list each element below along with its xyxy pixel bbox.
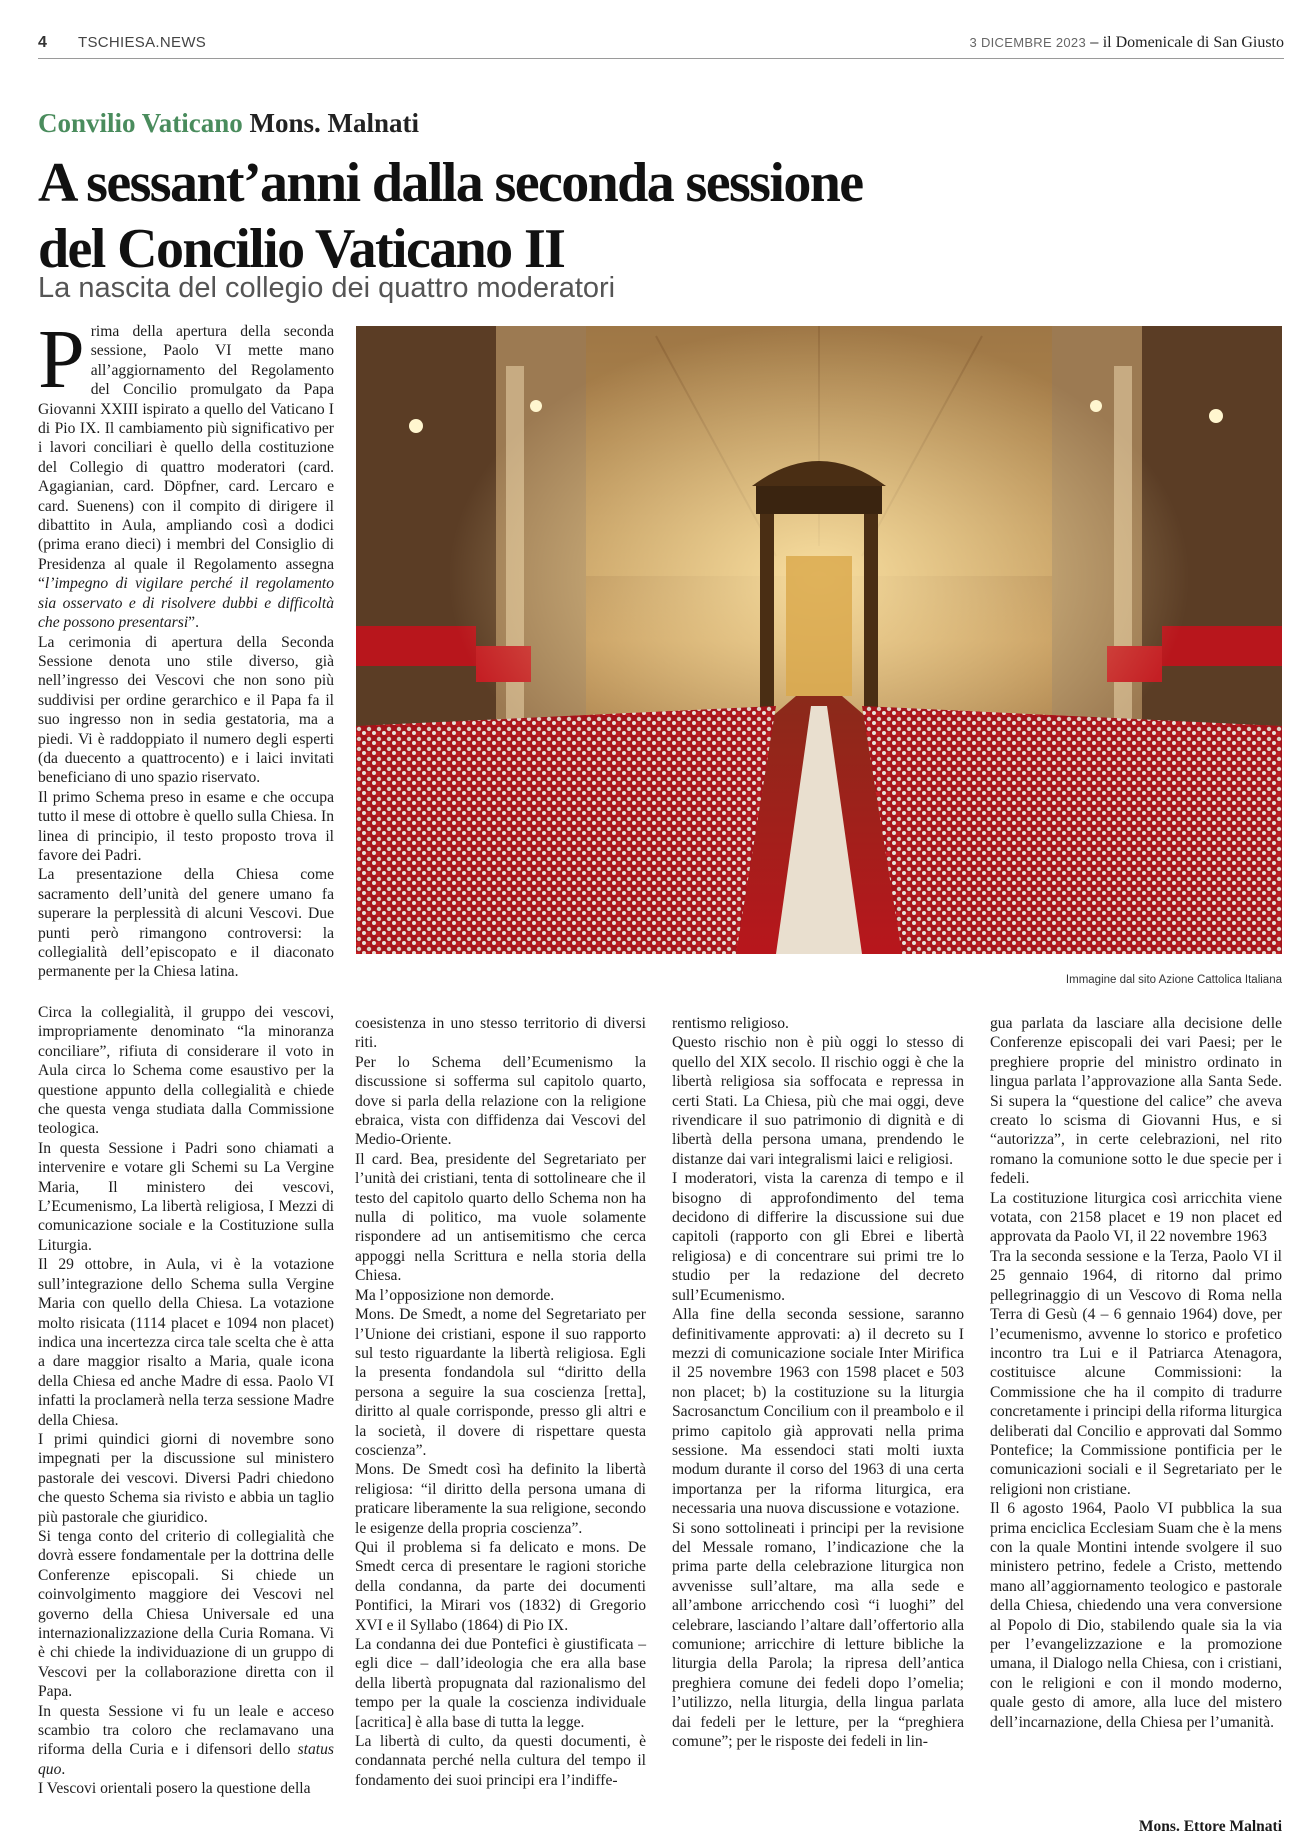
column-1-bottom — [38, 1003, 334, 1799]
drop-cap: P — [38, 313, 85, 406]
paragraph: Mons. De Smedt, a nome del Segretariato per l’Unione dei cristiani, espone il suo rapporto sul testo riguardante la libertà religiosa. Egli la presenta fondandola sul “diritto della persona a seguire la sua coscienza [retta], diritto al quale corrisponde, presso gli altri e la società, il dovere di rispettare questa coscienza”. — [355, 1306, 646, 1459]
kicker-author: Mons. Malnati — [249, 108, 420, 138]
paragraph: Qui il problema si fa delicato e mons. De Smedt cerca di presentare le ragioni storiche della condanna, da parte dei documenti Pontifici, la Mirari vos (1832) di Gregorio XVI e il Syllabo (1864) di Pio IX. — [355, 1538, 646, 1634]
paragraph: La cerimonia di apertura della Seconda Sessione denota uno stile diverso, già nell’ingresso dei Vescovi che non sono più suddivisi per ordine gerarchico e il Papa fa il suo ingresso non in sedia gestatoria, ma a piedi. Vi è raddoppiato il numero degli esperti (da duecento a quattrocento) e i laici invitati beneficiano di uno spazio riservato. — [38, 633, 334, 787]
article-kicker — [38, 108, 419, 139]
paragraph: Circa la collegialità, il gruppo dei vescovi, impropriamente denominato “la minoranza conciliare”, rifiuta di considerare il voto in Aula circa lo Schema come esaustivo per la questione appunto della collegialità e chiede che questa venga studiata dalla Commissione teologica. — [38, 1004, 334, 1138]
page-header — [38, 30, 1284, 59]
column-1-top — [38, 313, 334, 982]
headline — [38, 150, 1038, 282]
paragraph: I Vescovi orientali posero la questione della — [38, 1780, 311, 1798]
paragraph: I moderatori, vista la carenza di tempo e il bisogno di approfondimento del tema decidono di differire la discussione sui due capitoli (rapporto con gli Ebrei e libertà religiosa) e di concentrare sui primi tre lo studio per la redazione del decreto sull’Ecumenismo. — [672, 1170, 964, 1304]
paragraph: rentismo religioso. — [672, 1015, 789, 1032]
paragraph: Il primo Schema preso in esame e che occupa tutto il mese di ottobre è quello sulla Chiesa. In linea di principio, il testo proposto trova il favore dei Padri. — [38, 788, 334, 864]
paragraph: Per lo Schema dell’Ecumenismo la discussione si sofferma sul capitolo quarto, dove si parla della relazione con la religione ebraica, vista con diffidenza dai Vescovi del Medio-Oriente. — [355, 1053, 646, 1149]
paragraph: Si tenga conto del criterio di collegialità che dovrà essere fondamentale per la dottrina delle Conferenze episcopali. Si chiede un coinvolgimento maggiore dei Vescovi nel governo della Chiesa Universale ed una internazionalizzazione della Curia Romana. Vi è chi chiede la individuazione di un gruppo di Vescovi per la collaborazione diretta con il Papa. — [38, 1527, 334, 1701]
baldacchino — [752, 461, 886, 714]
paragraph: Il 29 ottobre, in Aula, vi è la votazione sull’integrazione dello Schema sulla Vergine Maria con quello della Chiesa. La votazione molto risicata (1114 placet e 1094 non placet) indica una incertezza circa tale scelta che è atta a dare maggior risalto a Maria, quale icona della Chiesa ed anche Madre di essa. Paolo VI infatti la proclamerà nella terza sessione Madre della Chiesa. — [38, 1256, 334, 1429]
author-signature: Mons. Ettore Malnati — [1138, 1818, 1282, 1835]
paragraph: Alla fine della seconda sessione, saranno definitivamente approvati: a) il decreto su I mezzi di comunicazione sociale Inter Mirifica il 25 novembre 1963 con 1598 placet e 503 non placet; b) la costituzione su la liturgia Sacrosanctum Concilium con il preambolo e il primo capitolo già approvati nella prima sessione. Ma essendoci stati molti iuxta modum durante il corso del 1963 di una certa importanza per la riforma liturgica, era necessaria una nuova discussione e votazione. — [672, 1306, 964, 1518]
paragraph: Si sono sottolineati i principi per la revisione del Messale romano, l’indicazione che la prima parte della celebrazione liturgica non avvenisse sull’altare, ma alla sede e all’ambone arricchendo così “i luoghi” del celebrare, lasciando l’altare dall’offertorio alla comunione; arricchire di letture bibliche la liturgia della Parola; la ripresa dell’antica preghiera comune dei fedeli dopo l’omelia; l’utilizzo, nella liturgia, della lingua parlata dai fedeli per le letture, per la “preghiera comune”; per le risposte dei fedeli in lin- — [672, 1519, 964, 1751]
paragraph: La libertà di culto, da questi documenti, è condannata perché nella cultura del tempo il fondamento dei suoi principi era l’indiffe- — [355, 1733, 646, 1789]
status-quo-term: status quo — [38, 1741, 334, 1778]
paragraph: Ma l’opposizione non demorde. — [355, 1286, 555, 1304]
paragraph: coesistenza in uno stesso territorio di diversi riti. — [355, 1015, 646, 1052]
section-label: Convilio Vaticano — [38, 108, 243, 138]
paragraph: La condanna dei due Pontefici è giustificata – egli dice – dall’ideologia che era alla base della libertà propugnata dal razionalismo del tempo per la quale la coscienza individuale [acritica] è alla base di tutta la legge. — [355, 1636, 646, 1731]
paragraph: Mons. De Smedt così ha definito la libertà religiosa: “il diritto della persona umana di praticare liberamente la sua religione, secondo le esigenze della propria coscienza”. — [355, 1461, 646, 1537]
quote: l’impegno di vigilare perché il regolamento sia osservato e di risolvere dubbi e difficoltà che possono presentarsi — [38, 575, 334, 632]
paragraph: Prima della apertura della seconda sessione, Paolo VI mette mano all’aggiornamento del Regolamento del Concilio promulgato da Papa Giovanni XXIII ispirato a quello del Vaticano I di Pio IX. Il cambiamento più significativo per i lavori conciliari è quello della costituzione del Collegio di quattro moderatori (card. Agagianian, card. Döpfner, card. Lercaro e card. Suenens) con il compito di dirigere il dibattito in Aula, ampliando così a dodici (prima erano dieci) i membri del Consiglio di Presidenza al quale il Regolamento assegna “l’impegno di vigilare perché il regolamento sia osservato e di risolvere dubbi e difficoltà che possono presentarsi”. — [38, 313, 334, 632]
paragraph: Tra la seconda sessione e la Terza, Paolo VI il 25 gennaio 1964, di ritorno dal primo pellegrinaggio di un Vescovo di Roma nella Terra di Gesù (4 – 6 gennaio 1964) dove, per l’ecumenismo, avvenne lo storico e profetico incontro tra Lui e il Patriarca Atenagora, costituisce alcune Commissioni: la Commissione che ha il compito di tradurre concretamente i principi della riforma liturgica deliberati dal Concilio e approvati dal Sommo Pontefice; la Commissione pontificia per le comunicazioni sociali e il Segretariato per le religioni non cristiane. — [990, 1247, 1282, 1498]
paragraph: La costituzione liturgica così arricchita viene votata, con 2158 placet e 19 non placet ed approvata da Paolo VI, il 22 novembre 1963 — [990, 1189, 1282, 1246]
column-4 — [990, 1014, 1282, 1732]
image-caption: Immagine dal sito Azione Cattolica Italiana — [1065, 974, 1282, 986]
basilica-photo — [356, 326, 1282, 954]
header-right — [970, 34, 1285, 52]
paragraph: Il 6 agosto 1964, Paolo VI pubblica la sua prima enciclica Ecclesiam Suam che è la mens con la quale Montini intende svolgere il suo ministero petrino, fedele a Cristo, mettendo mano all’aggiornamento teologico e pastorale della Chiesa, chiedendo una vera conversione al Popolo di Dio, stabilendo quale sia la via per l’evangelizzazione e la promozione umana, il Dialogo nella Chiesa, con i cristiani, con le religioni e con il mondo moderno, quale gesto di amore, alla luce del mistero dell’incarnazione, della Chiesa per l’umanità. — [990, 1500, 1282, 1731]
paragraph: I primi quindici giorni di novembre sono impegnati per la discussione sul ministero pastorale dei vescovi. Diversi Padri chiedono che questo Schema sia rivisto e abbia un taglio più pastorale che giuridico. — [38, 1430, 334, 1526]
page-number: 4 — [38, 34, 47, 51]
subtitle: La nascita del collegio dei quattro moderatori — [38, 272, 616, 304]
paragraph: La presentazione della Chiesa come sacramento dell’unità del genere umano fa superare la perplessità di alcuni Vescovi. Due punti però rimangono controversi: la collegialità dell’episcopato e il diaconato permanente per la Chiesa latina. — [38, 866, 334, 981]
paper-name: il Domenicale di San Giusto — [1102, 34, 1284, 51]
column-3 — [672, 1014, 964, 1751]
basilica-illustration — [356, 326, 1282, 954]
paragraph: Il card. Bea, presidente del Segretariato per l’unità dei cristiani, tenta di sottolineare che il testo del capitolo quarto dello Schema non ha nulla di politico, ma vuole solamente rispondere ad un antisemitismo che cerca appoggi nella Scrittura e nella storia della Chiesa. — [355, 1150, 646, 1285]
headline-line-2: del Concilio Vaticano II — [38, 218, 565, 280]
headline-line-1: A sessant’anni dalla seconda sessione — [38, 152, 863, 214]
header-separator: – — [1090, 34, 1099, 51]
paragraph: In questa Sessione vi fu un leale e acceso scambio tra coloro che reclamavano una riforma della Curia e i difensori dello status quo. — [38, 1702, 334, 1778]
column-2 — [355, 1014, 646, 1790]
paragraph: Questo rischio non è più oggi lo stesso di quello del XIX secolo. Il rischio oggi è che la libertà religiosa sia soffocata e repressa in certi Stati. La Chiesa, più che mai oggi, deve rivendicare il suo patrimonio di dignità e di libertà della persona umana, prendendo le distanze dai vari integralismi laici e religiosi. — [672, 1034, 964, 1168]
site-name[interactable]: TSCHIESA.NEWS — [78, 34, 207, 51]
issue-date: 3 DICEMBRE 2023 — [969, 35, 1086, 50]
paragraph: gua parlata da lasciare alla decisione delle Conferenze episcopali dei vari Paesi; per le preghiere proprie del ministro ordinato in lingua parlata l’approvazione alla Santa Sede. Si supera la “questione del calice” che aveva creato lo scisma di Giovanni Hus, e si “autorizza”, in certe celebrazioni, nel rito romano la comunione sotto le due specie per i fedeli. — [990, 1015, 1282, 1188]
paragraph: In questa Sessione i Padri sono chiamati a intervenire e votare gli Schemi su La Vergine Maria, Il ministero dei vescovi, L’Ecumenismo, La libertà religiosa, I Mezzi di comunicazione sociale e la Costituzione sulla Liturgia. — [38, 1139, 334, 1254]
